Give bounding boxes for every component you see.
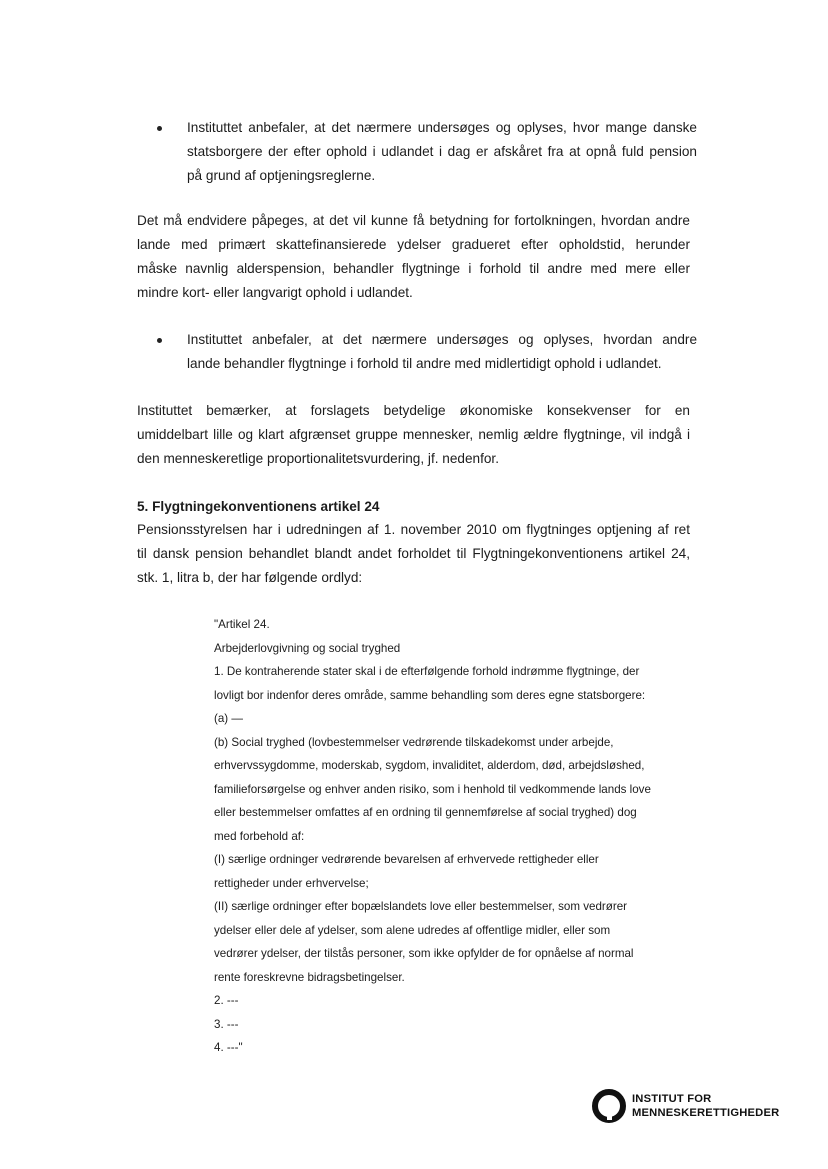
paragraph-line: måske navnlig alderspension, behandler flygtninge i forhold til andre med mere eller: [137, 261, 690, 276]
paragraph-line: Det må endvidere påpeges, at det vil kunne få betydning for fortolkningen, hvordan andre: [137, 213, 690, 228]
paragraph-pension-agency: [137, 518, 690, 590]
bullet-dot-icon: [157, 338, 162, 343]
paragraph-proportionality: [137, 399, 690, 471]
bullet-line: Instituttet anbefaler, at det nærmere undersøges og oplyses, hvor mange danske: [187, 120, 697, 135]
quote-line: lovligt bor indenfor deres område, samme behandling som deres egne statsborgere:: [214, 688, 646, 702]
paragraph-line: Instituttet bemærker, at forslagets betydelige økonomiske konsekvenser for en: [137, 403, 690, 418]
paragraph-interpretation: [137, 209, 690, 305]
ring-logo-icon: [592, 1089, 626, 1123]
quote-line: 1. De kontraherende stater skal i de efterfølgende forhold indrømme flygtninge, der: [214, 665, 640, 678]
bullet-line: Instituttet anbefaler, at det nærmere undersøges og oplyses, hvordan andre: [187, 332, 697, 347]
paragraph-line: umiddelbart lille og klart afgrænset gruppe mennesker, nemlig ældre flygtninge, vil indgå i: [137, 427, 690, 442]
quote-line: vedrører ydelser, der tilstås personer, som ikke opfylder de for opnåelse af normal: [214, 947, 634, 960]
quote-line: eller bestemmelser omfattes af en ordning til gennemførelse af social tryghed) dog: [214, 806, 637, 819]
section-heading: 5. Flygtningekonventionens artikel 24: [137, 499, 380, 514]
quote-line: familieforsørgelse og enhver anden risiko, som i henhold til vedkommende lands love: [214, 782, 651, 796]
quote-line: "Artikel 24.: [214, 618, 270, 631]
paragraph-line: stk. 1, litra b, der har følgende ordlyd:: [137, 570, 363, 585]
quote-line: rettigheder under erhvervelse;: [214, 876, 369, 890]
logo-text-line-2: MENNESKERETTIGHEDER: [632, 1107, 780, 1119]
quote-line: rente foreskrevne bidragsbetingelser.: [214, 970, 405, 984]
quote-line: ydelser eller dele af ydelser, som alene udredes af offentlige midler, eller som: [214, 923, 611, 937]
quote-line: 2. ---: [214, 994, 239, 1007]
paragraph-line: den menneskeretlige proportionalitetsvurdering, jf. nedenfor.: [137, 451, 499, 466]
bullet-line: statsborgere der efter ophold i udlandet i dag er afskåret fra at opnå fuld pension: [187, 144, 697, 159]
logo-text: [632, 1092, 779, 1120]
article-24-quote: [214, 613, 694, 1060]
quote-line: (I) særlige ordninger vedrørende bevarelsen af erhvervede rettigheder eller: [214, 853, 599, 866]
bullet-line: på grund af optjeningsreglerne.: [187, 168, 376, 183]
paragraph-line: Pensionsstyrelsen har i udredningen af 1. november 2010 om flygtninges optjening af ret: [137, 522, 690, 537]
bullet-recommendation-1: [157, 116, 697, 188]
institute-logo: [590, 1088, 790, 1128]
bullet-recommendation-2: [157, 328, 697, 376]
quote-line: med forbehold af:: [214, 829, 305, 843]
bullet-line: lande behandler flygtninge i forhold til andre med midlertidigt ophold i udlandet.: [187, 356, 662, 371]
quote-line: (a) —: [214, 712, 243, 725]
quote-line: (b) Social tryghed (lovbestemmelser vedrørende tilskadekomst under arbejde,: [214, 735, 614, 749]
quote-line: erhvervssygdomme, moderskab, sygdom, invaliditet, alderdom, død, arbejdsløshed,: [214, 759, 645, 772]
logo-text-line-1: INSTITUT FOR: [632, 1093, 712, 1105]
quote-line: 4. ---": [214, 1041, 243, 1054]
paragraph-line: til dansk pension behandlet blandt andet forholdet til Flygtningekonventionens artikel 24,: [137, 546, 690, 561]
quote-line: Arbejderlovgivning og social tryghed: [214, 641, 401, 655]
quote-line: 3. ---: [214, 1017, 239, 1031]
bullet-dot-icon: [157, 126, 162, 131]
paragraph-line: lande med primært skattefinansierede ydelser gradueret efter opholdstid, herunder: [137, 237, 690, 252]
quote-line: (II) særlige ordninger efter bopælslandets love eller bestemmelser, som vedrører: [214, 900, 628, 913]
paragraph-line: mindre kort- eller langvarigt ophold i udlandet.: [137, 285, 413, 300]
